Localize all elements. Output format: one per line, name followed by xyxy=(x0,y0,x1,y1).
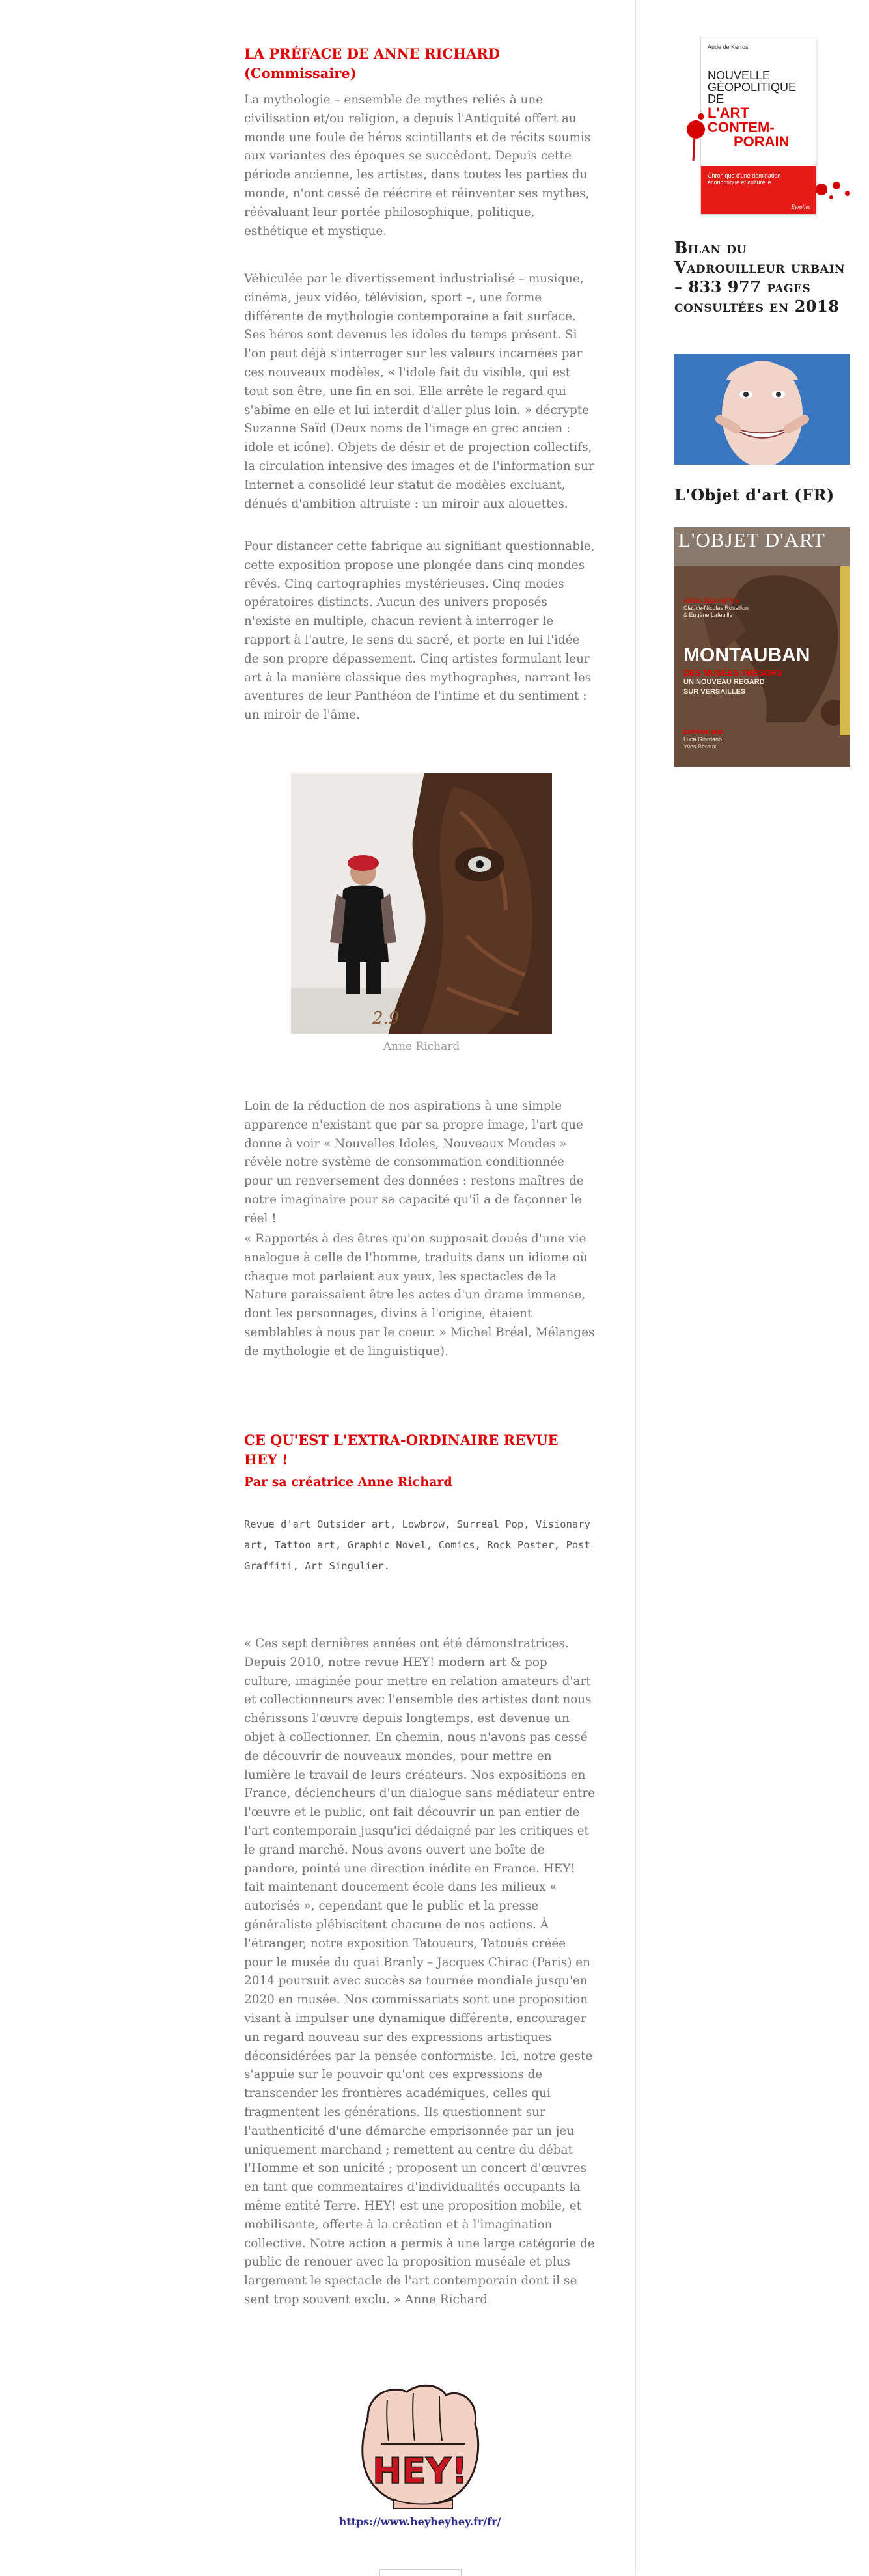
hey-manifesto-paragraph: « Ces sept dernières années ont été démonstratrices. Depuis 2010, notre revue HEY! modern art & pop culture, imaginée pour mettre en relation amateurs d'art et collectionneurs avec l'ensemble des artistes dont nous chérissons l'œuvre depuis longtemps, est devenue un objet à collectionner. En chemin, nous n'avons pas cessé de découvrir de nouveaux mondes, pour mettre en lumière le travail de leurs créateurs. Nos expositions en France, déclencheurs d'un dialogue sans médiateur entre l'œuvre et le public, ont fait découvrir un pan entier de l'art contemporain jusqu'ici dédaigné par les critiques et le grand marché. Nous avons ouvert une boîte de pandore, pointé une direction inédite en France. HEY! fait maintenant doucement école dans les milieux « autorisés », cependant que le public et la presse généraliste plébiscitent chacune de nos actions. À l'étranger, notre exposition Tatoueurs, Tatoués créée pour le musée du quai Branly – Jacques Chirac (Paris) en 2014 poursuit avec succès sa tournée mondiale jusqu'en 2020 en musée. Nos commissariats sont une proposition visant à impulser une dynamique différente, encourager un regard nouveau sur des expressions artistiques déconsidérées par la pensée conformiste. Ici, notre geste s'appuie sur le pouvoir qu'ont ces expressions de transcender les frontières académiques, celles qui fragmentent les générations. Ils questionnent sur l'authenticité d'une démarche emprisonnée par un jeu uniquement marchand ; remettent au centre du débat l'Homme et son unicité ; proposent un concert d'œuvres en tant que commentaires d'individualités occupants la même entité Terre. HEY! est une proposition mobile, et mobilisante, offerte à la création et à l'imagination collective. Notre action a permis à une large catégorie de public de renouer avec la proposition muséale et plus largement le spectacle de l'art contemporain dont il se sent trop souvent exclu. » Anne Richard xyxy=(244,1637,596,2307)
magazine-cover-subtitle: DES MUSÉES TRÉSORS UN NOUVEAU REGARD SUR VERSAILLES xyxy=(683,668,782,696)
hey-fist-illustration xyxy=(348,2379,491,2509)
paint-splatter-left xyxy=(682,110,708,162)
grinning-face-illustration xyxy=(674,354,850,465)
magazine-cover-title: MONTAUBAN xyxy=(683,644,810,666)
book-subtitle: Chronique d'une domination économique et culturelle xyxy=(708,172,781,185)
book-author: Aude de Kerros xyxy=(708,44,749,50)
paint-splatter-right xyxy=(812,178,857,204)
objet-dart-title: L'Objet d'art (FR) xyxy=(674,486,835,504)
hey-logo xyxy=(348,2379,491,2509)
book-publisher: Eyrolles xyxy=(791,204,810,210)
stats-title: Bilan du Vadrouilleur urbain – 833 977 pages consultées en 2018 xyxy=(674,238,845,316)
magazine-label-arts: ARTS DÉCORATIFS Claude-Nicolas Rossillon & Eugène Lafeuille xyxy=(683,597,749,618)
hey-subheading: Par sa créatrice Anne Richard xyxy=(244,1475,452,1489)
preface-paragraph-2: Véhiculée par le divertissement industrialisé – musique, cinéma, jeux vidéo, télévision, sport –, une forme différente de mythologie contemporaine a fait surface. Ses héros sont devenus les idoles du temps présent. Si l'on peut déjà s'interroger sur les valeurs incarnées par ces nouveaux modèles, « l'idole fait du visible, qui est tout son être, une fin en soi. Elle arrête le regard qui s'abîme en elle et lui interdit d'aller plus loin. » décrypte Suzanne Saïd (Deux noms de l'image en grec ancien : idole et icône). Objets de désir et de projection collectifs, la circulation intensive des images et de l'information sur Internet a consolidé leur statut de modèles excluant, dénués d'ambition altruiste : un miroir aux alouettes. xyxy=(244,272,594,511)
book-title: NOUVELLE GÉOPOLITIQUE DE xyxy=(708,69,797,105)
preface-heading: LA PRÉFACE DE ANNE RICHARD (Commissaire) xyxy=(244,46,500,81)
photo-number: 2.9 xyxy=(372,1009,400,1028)
hey-section-heading: CE QU'EST L'EXTRA-ORDINAIRE REVUE HEY ! xyxy=(244,1432,559,1468)
preface-paragraph-1: La mythologie – ensemble de mythes reliés à une civilisation et/ou religion, a depuis l'Antiquité offert au monde une foule de héros scintillants et de récits soumis aux variantes des époques se succédant. Depuis cette période ancienne, les artistes, dans toutes les parties du monde, n'ont cessé de réécrire et réinventer ses mythes, réévaluant leur portée philosophique, politique, esthétique et mystique. xyxy=(244,93,591,238)
sidebar-divider xyxy=(635,0,636,2575)
preface-paragraph-3: Pour distancer cette fabrique au signifiant questionnable, cette exposition propose une plongée dans cinq mondes rêvés. Cinq cartographies mystérieuses. Cinq modes opératoires distincts. Aucun des univers proposés n'existe en multiple, chacun revient à interroger le rapport à l'autre, le sens du sacré, et porte en lui l'idée de son propre dépassement. Cinq artistes formulant leur art à la manière classique des mythographes, narrant les aventures de leur Panthéon de l'intime et du sentiment : un miroir de l'âme. xyxy=(244,540,595,722)
magazine-masthead: L'OBJET D'ART xyxy=(678,528,825,551)
paragraph-5: « Rapportés à des êtres qu'on supposait doués d'une vie analogue à celle de l'homme, traduits dans un idiome où chaque mot parlaient aux yeux, les spectacles de la Nature paraissaient être les actes d'un drame immense, dont les personnages, divins à l'origine, étaient semblables à nous par le coeur. » Michel Bréal, Mélanges de mythologie et de linguistique). xyxy=(244,1232,595,1358)
book-red-band xyxy=(701,166,816,214)
photo-caption: Anne Richard xyxy=(383,1040,460,1053)
anne-richard-photo xyxy=(291,773,552,1034)
hey-description-mono: Revue d'art Outsider art, Lowbrow, Surreal Pop, Visionary art, Tattoo art, Graphic Novel, Comics, Rock Poster, Post Graffiti, Art Singulier. xyxy=(244,1518,590,1572)
stats-face-image[interactable] xyxy=(674,354,850,465)
book-title-red: L'ART CONTEM- PORAIN xyxy=(708,105,790,150)
magazine-label-expositions: EXPOSITIONS Luca Giordano Yves Béroux xyxy=(683,729,724,750)
paragraph-4: Loin de la réduction de nos aspirations à une simple apparence n'existant que par sa propre image, l'art que donne à voir « Nouvelles Idoles, Nouveaux Mondes » révèle notre système de consommation conditionnée pour un renversement des données : restons maîtres de notre imaginaire pour sa capacité qu'il a de façonner le réel ! xyxy=(244,1099,584,1226)
book-cover[interactable] xyxy=(700,38,816,215)
hey-logo-text: HEY! xyxy=(372,2450,467,2491)
hey-website-link[interactable]: https://www.heyheyhey.fr/fr/ xyxy=(338,2515,501,2528)
photo-illustration xyxy=(291,773,552,1034)
objet-dart-magazine-cover[interactable] xyxy=(674,527,850,767)
